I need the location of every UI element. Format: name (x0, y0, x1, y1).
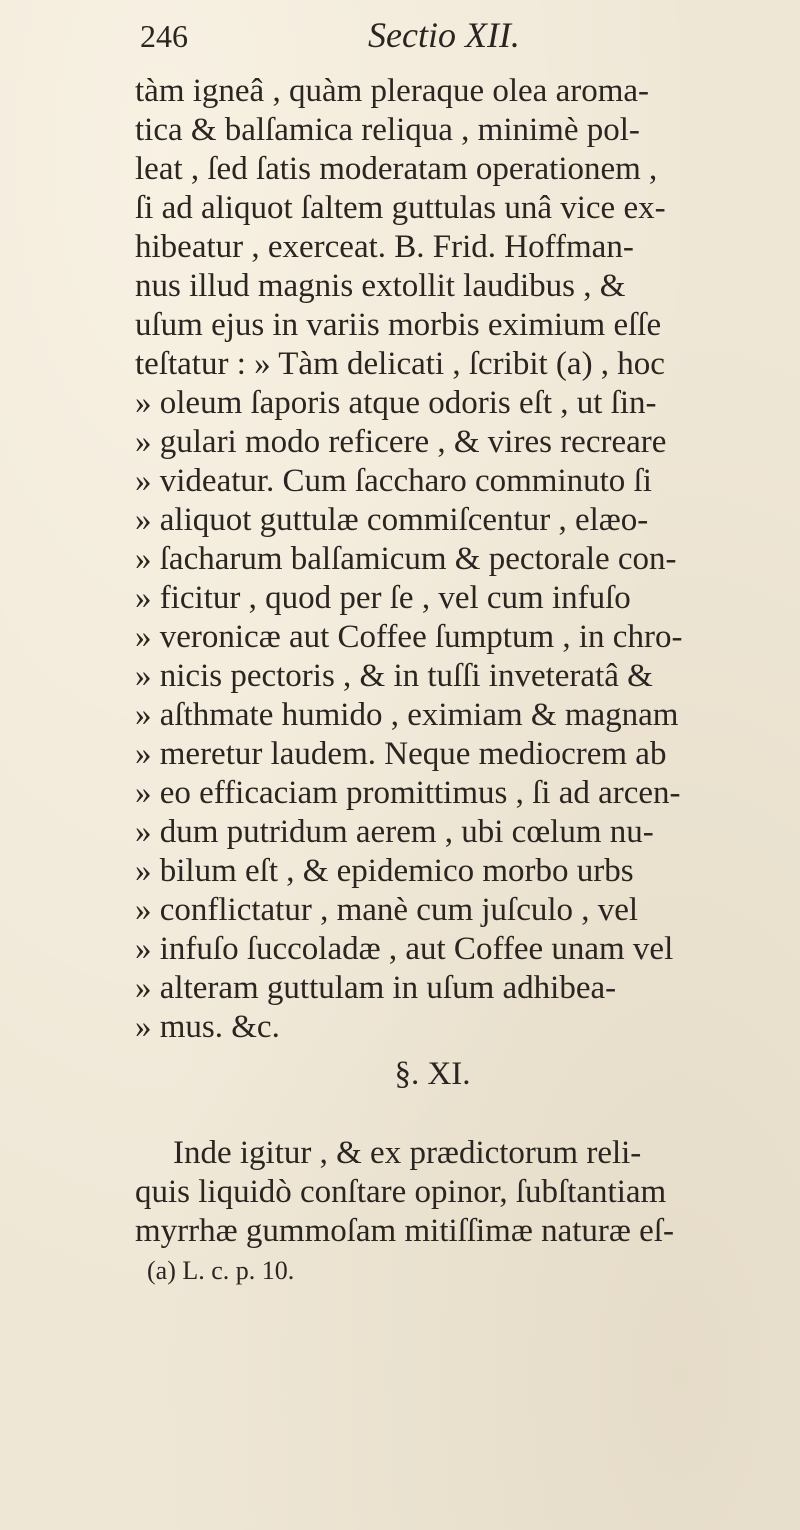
paragraph-line: Inde igitur , & ex prædictorum reli- (173, 1135, 642, 1171)
quoted-line: » infuſo ſuccoladæ , aut Coffee unam vel (135, 931, 674, 967)
text-line: ſi ad aliquot ſaltem guttulas unâ vice ex- (135, 190, 666, 226)
paragraph-line: myrrhæ gummoſam mitiſſimæ naturæ eſ- (135, 1213, 674, 1249)
quoted-line: » conflictatur , manè cum juſculo , vel (135, 892, 639, 928)
quoted-line: » gulari modo reficere , & vires recreare (135, 424, 667, 460)
section-heading: §. XI. (394, 1056, 471, 1092)
quoted-line: » dum putridum aerem , ubi cœlum nu- (135, 814, 654, 850)
text-line: leat , ſed ſatis moderatam operationem , (135, 151, 658, 187)
quoted-line: » oleum ſaporis atque odoris eſt , ut ſin- (135, 385, 657, 421)
quoted-line: » videatur. Cum ſaccharo comminuto ſi (135, 463, 652, 499)
page-number: 246 (140, 18, 188, 54)
footnote: (a) L. c. p. 10. (147, 1256, 295, 1285)
quoted-line: » alteram guttulam in uſum adhibea- (135, 970, 617, 1006)
section-title: Sectio XII. (368, 15, 520, 55)
spacer (135, 1094, 790, 1134)
quoted-line: » veronicæ aut Coffee ſumptum , in chro- (135, 619, 683, 655)
running-header (140, 14, 680, 64)
text-line: nus illud magnis extollit laudibus , & (135, 268, 626, 304)
quoted-line: » ſacharum balſamicum & pectorale con- (135, 541, 677, 577)
quoted-line: » eo efficaciam promittimus , ſi ad arcen- (135, 775, 681, 811)
quoted-line: » nicis pectoris , & in tuſſi inveteratâ & (135, 658, 653, 694)
quoted-line: » meretur laudem. Neque mediocrem ab (135, 736, 667, 772)
text-line: uſum ejus in variis morbis eximium eſſe (135, 307, 662, 343)
paragraph-line: quis liquidò conſtare opinor, ſubſtantiam (135, 1174, 667, 1210)
quoted-line: » bilum eſt , & epidemico morbo urbs (135, 853, 634, 889)
text-block (135, 72, 790, 1290)
text-line: hibeatur , exerceat. B. Frid. Hoffman- (135, 229, 634, 265)
text-line: tica & balſamica reliqua , minimè pol- (135, 112, 640, 148)
quoted-line: » aliquot guttulæ commiſcentur , elæo- (135, 502, 649, 538)
quoted-line: » ficitur , quod per ſe , vel cum infuſo (135, 580, 631, 616)
text-line: teſtatur : » Tàm delicati , ſcribit (a) , hoc (135, 346, 665, 382)
quoted-line: » mus. &c. (135, 1009, 280, 1045)
text-line: tàm igneâ , quàm pleraque olea aroma- (135, 73, 650, 109)
quoted-line: » aſthmate humido , eximiam & magnam (135, 697, 679, 733)
